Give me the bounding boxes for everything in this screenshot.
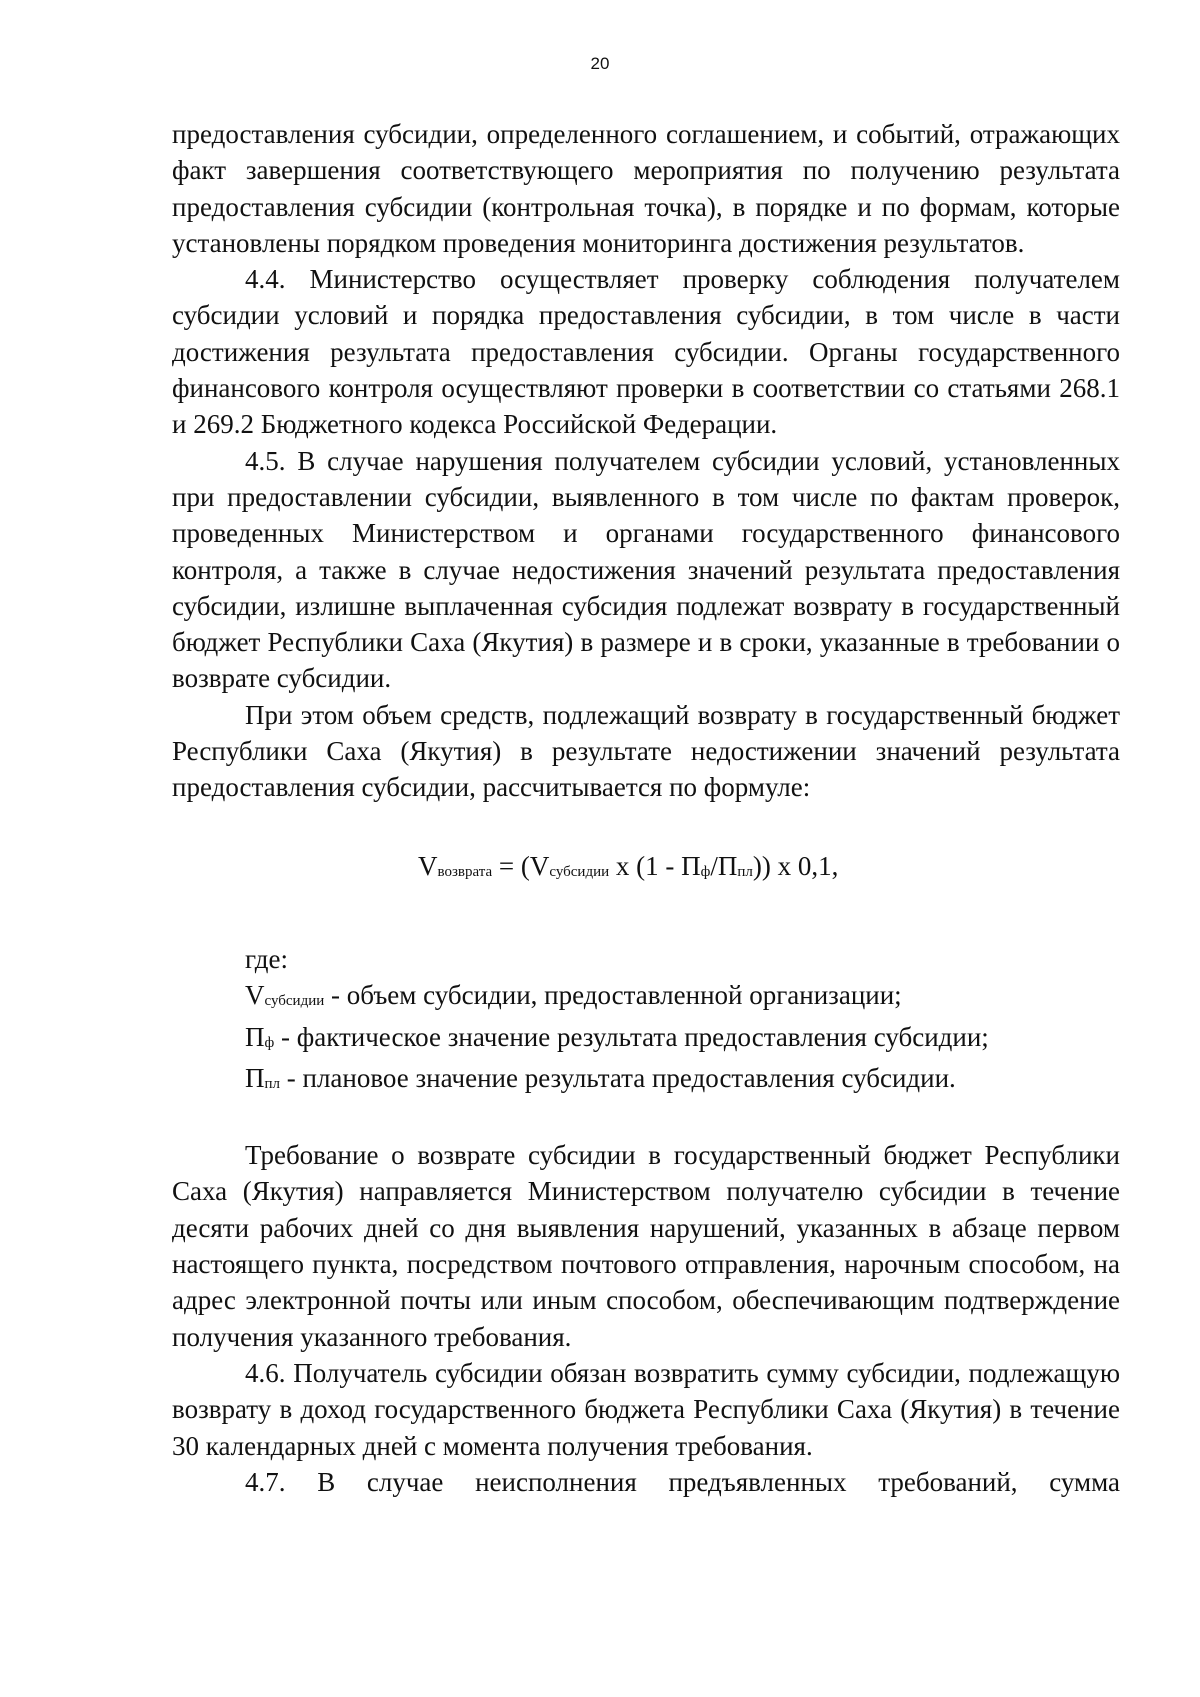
paragraph-refund-demand: Требование о возврате субсидии в государственный бюджет Республики Саха (Якутия) направляется Министерством получателю субсидии в течение десяти рабочих дней со дня выявления нарушений, указанных в абзаце первом настоящего пункта, посредством почтового отправления, нарочным способом, на адрес электронной почты или иным способом, обеспечивающим подтверждение получения указанного требования. — [172, 1140, 1120, 1352]
paragraph-4-7: 4.7. В случае неисполнения предъявленных требований, сумма — [245, 1466, 1120, 1497]
formula-pf-subscript: ф — [700, 863, 711, 880]
formula-definitions — [172, 941, 1120, 1101]
paragraph-formula-intro: При этом объем средств, подлежащий возврату в государственный бюджет Республики Саха (Якутия) в результате недостижении значений результата предоставления субсидии, рассчитывается по формуле: — [172, 699, 1120, 803]
definition-v-subsidy — [172, 977, 1120, 1018]
paragraph-4-4: 4.4. Министерство осуществляет проверку соблюдения получателем субсидии условий и порядка предоставления субсидии, в том числе в части достижения результата предоставления субсидии. Органы государственного финансового контроля осуществляют проверки в соответствии со статьями 268.1 и 269.2 Бюджетного кодекса Российской Федерации. — [172, 264, 1120, 440]
definition-pf — [172, 1019, 1120, 1060]
definition-symbol: П — [245, 1021, 265, 1052]
paragraph-4-5: 4.5. В случае нарушения получателем субсидии условий, установленных при предоставлении субсидии, выявленного в том числе по фактам проверок, проведенных Министерством и органами государственного финансового контроля, а также в случае недостижения значений результата предоставления субсидии, излишне выплаченная субсидия подлежат возврату в государственный бюджет Республики Саха (Якутия) в размере и в сроки, указанные в требовании о возврате субсидии. — [172, 445, 1120, 694]
definitions-intro: где: — [245, 943, 288, 974]
refund-formula — [418, 848, 1120, 889]
definition-subscript: ф — [264, 1034, 275, 1051]
paragraph-4-6: 4.6. Получатель субсидии обязан возвратить сумму субсидии, подлежащую возврату в доход государственного бюджета Республики Саха (Якутия) в течение 30 календарных дней с момента получения требования. — [172, 1357, 1120, 1461]
formula-vs-subscript: субсидии — [549, 863, 610, 880]
definition-subscript: пл — [264, 1075, 281, 1092]
definition-symbol: V — [245, 980, 265, 1011]
definition-text: - фактическое значение результата предоставления субсидии; — [274, 1021, 989, 1052]
formula-ppl-subscript: пл — [737, 863, 753, 880]
page-number: 20 — [590, 54, 610, 73]
definition-text: - объем субсидии, предоставленной организации; — [324, 980, 902, 1011]
definition-ppl — [172, 1060, 1120, 1101]
definition-text: - плановое значение результата предоставления субсидии. — [280, 1062, 956, 1093]
definition-subscript: субсидии — [264, 993, 325, 1010]
document-body — [172, 116, 1120, 1500]
definition-symbol: П — [245, 1062, 265, 1093]
formula-part1: х (1 - П — [609, 850, 701, 881]
formula-part2: )) х 0,1, — [752, 850, 839, 881]
formula-eq: = (V — [492, 850, 550, 881]
formula-slash: /П — [710, 850, 738, 881]
paragraph-continuation: предоставления субсидии, определенного соглашением, и событий, отражающих факт завершения соответствующего мероприятия по получению результата предоставления субсидии (контрольная точка), в порядке и по формам, которые установлены порядком проведения мониторинга достижения результатов. — [172, 119, 1120, 258]
formula-v: V — [418, 850, 438, 881]
formula-v-subscript: возврата — [437, 863, 493, 880]
